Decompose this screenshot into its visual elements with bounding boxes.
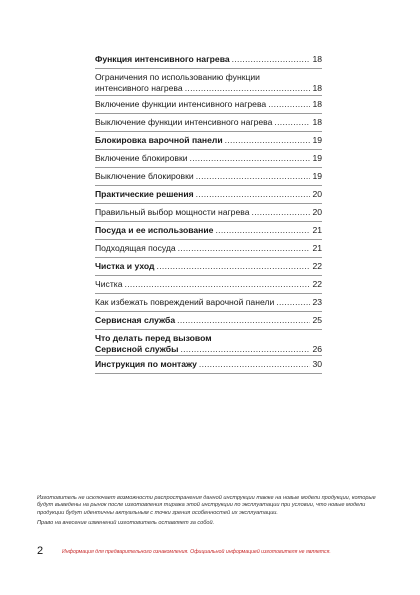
toc-entry-title: интенсивного нагрева xyxy=(95,83,183,93)
dot-leader xyxy=(196,171,311,182)
toc-page-number: 22 xyxy=(312,278,322,289)
toc-page-number: 18 xyxy=(312,116,322,127)
toc-entry[interactable] xyxy=(95,51,322,69)
dot-leader xyxy=(190,153,311,164)
dot-leader xyxy=(215,225,310,236)
dot-leader xyxy=(196,189,311,200)
toc-page-number: 18 xyxy=(312,98,322,109)
toc-entry[interactable] xyxy=(95,186,322,204)
toc-page-number: 19 xyxy=(312,152,322,163)
toc-entry-title: Включение блокировки xyxy=(95,152,188,163)
toc-page-number: 25 xyxy=(312,314,322,325)
toc-entry[interactable] xyxy=(95,150,322,168)
toc-entry-title: Включение функции интенсивного нагрева xyxy=(95,98,267,109)
toc-page-number: 19 xyxy=(312,170,322,181)
dot-leader xyxy=(157,261,311,272)
toc-entry[interactable] xyxy=(95,312,322,330)
toc-entry-title: Функция интенсивного нагрева xyxy=(95,54,230,64)
toc-entry[interactable] xyxy=(95,294,322,312)
table-of-contents xyxy=(95,51,322,374)
toc-entry-title: Инструкция по монтажу xyxy=(95,359,197,369)
dot-leader xyxy=(185,83,311,94)
toc-entry-title: Посуда и ее использование xyxy=(95,224,214,235)
toc-entry-title: Чистка и уход xyxy=(95,260,155,271)
toc-entry[interactable] xyxy=(95,258,322,276)
toc-entry-title: Подходящая посуда xyxy=(95,242,176,253)
dot-leader xyxy=(199,359,311,370)
toc-entry[interactable] xyxy=(95,330,322,357)
toc-entry-title: Выключение блокировки xyxy=(95,170,194,181)
toc-entry[interactable] xyxy=(95,168,322,186)
toc-entry-title-line1: Ограничения по использованию функции xyxy=(95,72,260,82)
dot-leader xyxy=(232,54,311,65)
toc-page-number: 20 xyxy=(312,206,322,217)
dot-leader xyxy=(274,117,310,128)
toc-page-number: 26 xyxy=(312,343,322,354)
toc-entry[interactable] xyxy=(95,356,322,374)
toc-entry[interactable] xyxy=(95,69,322,96)
dot-leader xyxy=(177,315,310,326)
toc-entry-title: Сервисной службы xyxy=(95,343,179,354)
toc-entry[interactable] xyxy=(95,222,322,240)
dot-leader xyxy=(225,135,311,146)
toc-entry[interactable] xyxy=(95,276,322,294)
disclaimer-paragraph: Право на внесение изменений изготовитель оставляет за собой. xyxy=(37,519,215,526)
toc-entry-title: Как избежать повреждений варочной панели xyxy=(95,296,275,307)
toc-entry-title: Выключение функции интенсивного нагрева xyxy=(95,116,273,127)
page-number: 2 xyxy=(37,545,44,557)
toc-page-number: 21 xyxy=(312,242,322,253)
toc-page-number: 18 xyxy=(312,54,322,64)
toc-entry-title: Чистка xyxy=(95,278,123,289)
toc-entry-title: Практические решения xyxy=(95,188,194,199)
dot-leader xyxy=(252,207,311,218)
toc-entry-title-line1: Что делать перед вызовом xyxy=(95,332,212,343)
toc-page-number: 18 xyxy=(312,83,322,93)
toc-entry[interactable] xyxy=(95,96,322,114)
toc-page-number: 20 xyxy=(312,188,322,199)
dot-leader xyxy=(276,297,310,308)
toc-entry[interactable] xyxy=(95,204,322,222)
dot-leader xyxy=(268,99,310,110)
toc-page-number: 22 xyxy=(312,260,322,271)
toc-entry-title: Правильный выбор мощности нагрева xyxy=(95,206,250,217)
toc-page-number: 19 xyxy=(312,134,322,145)
toc-entry[interactable] xyxy=(95,132,322,150)
dot-leader xyxy=(125,279,311,290)
toc-entry[interactable] xyxy=(95,240,322,258)
toc-entry[interactable] xyxy=(95,114,322,132)
toc-entry-title: Сервисная служба xyxy=(95,314,176,325)
dot-leader xyxy=(178,243,311,254)
preview-notice: Информация для предварительного ознакомления. Официальной информацией изготовителя не является. xyxy=(62,549,331,555)
toc-page-number: 21 xyxy=(312,224,322,235)
toc-page-number: 30 xyxy=(312,359,322,369)
toc-entry-title: Блокировка варочной панели xyxy=(95,134,223,145)
dot-leader xyxy=(180,344,310,355)
disclaimer xyxy=(37,495,385,530)
toc-page-number: 23 xyxy=(312,296,322,307)
disclaimer-paragraph: Изготовитель не исключает возможности распространения данной инструкции также на новые модели продукции, которые будут выведены на рынок после изготовления тиража этой инструкции по эксплуатации при условии, что новые модели продукции будут идентичны актуальным с точки зрения особенностей их эксплуатации. xyxy=(37,495,376,516)
